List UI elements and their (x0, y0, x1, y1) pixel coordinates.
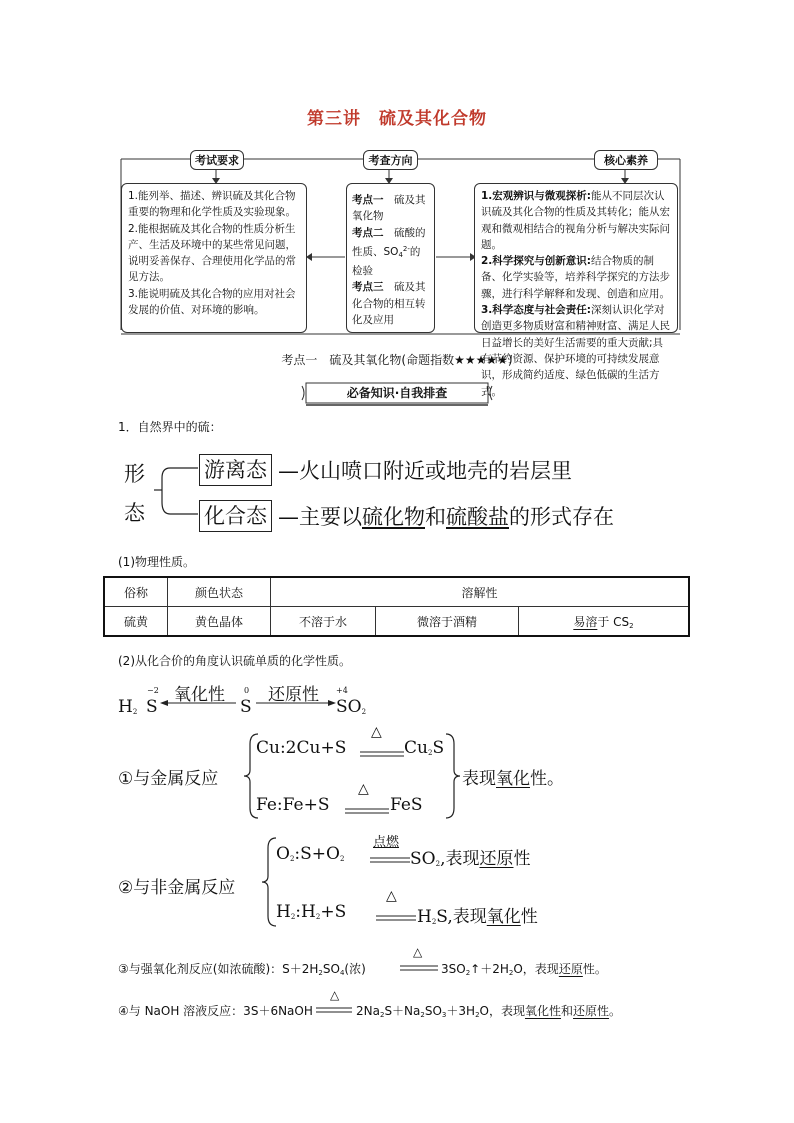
h2-reaction: $H_2:H_2+S$ (276, 902, 347, 922)
valence-number: +4 (336, 686, 348, 695)
form-char: 形 (124, 462, 145, 486)
valence-s-zero: S (240, 697, 252, 717)
physical-heading: (1)物理性质。 (118, 555, 195, 569)
section-heading-natural-sulfur: 1．自然界中的硫： (118, 420, 222, 434)
naoh-reaction: ④与 NaOH 溶液反应：3S＋6NaOH (118, 1004, 313, 1018)
table-header-cell: 俗称 (104, 577, 168, 607)
valence-number: 0 (244, 686, 250, 695)
heat-icon: △ (330, 988, 340, 1002)
directions-box (346, 183, 435, 333)
ignite-condition: 点燃 (373, 835, 400, 850)
free-state-label: 游离态 (199, 454, 272, 486)
fe-reaction: Fe:Fe+S (256, 795, 330, 815)
oxidizing-label: 氧化性 (174, 685, 225, 705)
literacy-item: 2.科学探究与创新意识:结合物质的制备、化学实验等，培养科学探究的方法步骤，进行科学解释和发现、创造和应用。 (481, 255, 670, 300)
direction-item: 考点二 硫酸的性质、$SO_4^{2-}$的检验 (352, 226, 426, 278)
header-core-literacy: 核心素养 (594, 150, 658, 170)
heat-icon: △ (386, 888, 397, 904)
heat-icon: △ (371, 724, 382, 740)
cu-reaction: Cu:2Cu+S (256, 738, 347, 758)
fe-product: FeS (390, 795, 423, 815)
table-header-cell: 颜色状态 (168, 577, 271, 607)
page-title: 第三讲 硫及其化合物 (307, 109, 487, 129)
equals-sign (376, 914, 416, 922)
acid-reaction: ③与强氧化剂反应(如浓硫酸)：$S+2H_2SO_4$(浓) (118, 962, 366, 977)
equals-sign (360, 750, 404, 758)
arrow-right-icon (254, 698, 336, 708)
reducing-label: 还原性 (268, 685, 319, 705)
combined-state-text: —主要以硫化物和硫酸盐的形式存在 (278, 505, 614, 529)
requirement-item: 3.能说明硫及其化合物的应用对社会发展的价值、对环境的影响。 (128, 287, 296, 317)
valence-h2s: $H_2$ (118, 697, 138, 717)
valence-so2: $SO_2$ (336, 697, 367, 717)
section-banner: 必备知识·自我排查 (346, 385, 448, 400)
header-exam-direction: 考查方向 (363, 150, 418, 170)
table-cell: 微溶于酒精 (376, 607, 519, 637)
heat-icon: △ (358, 781, 369, 797)
literacy-item: 3.科学态度与社会责任:深刻认识化学对创造更多物质财富和精神财富、满足人民日益增长的美好生活需要的重大贡献;具有节约资源、保护环境的可持续发展意识，形成简约适度、绿色低碳的生活方式。 (481, 304, 670, 398)
arrow-left-icon (160, 698, 240, 708)
physical-properties-table (103, 576, 690, 637)
equals-sign (345, 807, 389, 815)
free-state-text: —火山喷口附近或地壳的岩层里 (278, 459, 572, 483)
o2-product: $SO_2$,表现还原性 (410, 849, 531, 869)
valence-number: −2 (147, 686, 159, 695)
naoh-products: $2Na_2S+Na_2SO_3+3H_2O$，表现氧化性和还原性。 (356, 1004, 622, 1019)
requirement-item: 1.能列举、描述、辨识硫及其化合物重要的物理和化学性质及实验现象。 (128, 190, 296, 219)
literacy-item: 1.宏观辨识与微观探析:能从不同层次认识硫及其化合物的性质及其转化；能从宏观和微观相结合的视角分析与解决实际问题。 (481, 190, 670, 251)
nonmetal-reaction-label: ②与非金属反应 (118, 878, 236, 898)
combined-state-label: 化合态 (199, 500, 272, 532)
equals-sign (316, 1006, 352, 1014)
requirement-item: 2.能根据硫及其化合物的性质分析生产、生活及环境中的某些常见问题，说明妥善保存、合理使用化学品的常见方法。 (128, 222, 296, 284)
h2-product: $H_2S$,表现氧化性 (417, 907, 538, 927)
form-char: 态 (124, 501, 145, 525)
valence-s-minus2: S (146, 697, 158, 717)
table-row (104, 607, 689, 637)
topic-heading: 考点一 硫及其氧化物(命题指数★★★★★) (281, 353, 513, 367)
header-exam-requirements: 考试要求 (190, 150, 244, 170)
equals-sign (370, 856, 410, 864)
heat-icon: △ (413, 945, 423, 959)
table-cell: 黄色晶体 (168, 607, 271, 637)
equals-sign (400, 964, 438, 972)
literacy-box (474, 183, 678, 398)
metal-reaction-label: ①与金属反应 (118, 769, 219, 789)
direction-item: 考点一 硫及其氧化物 (352, 194, 426, 223)
table-header-cell: 溶解性 (271, 577, 690, 607)
table-cell: 易溶于 $CS_2$ (519, 607, 690, 637)
requirements-box (121, 183, 307, 333)
table-cell: 不溶于水 (271, 607, 376, 637)
acid-products: $3SO_2↑+2H_2O$，表现还原性。 (441, 962, 607, 977)
table-row (104, 577, 689, 607)
o2-reaction: $O_2:S+O_2$ (276, 844, 345, 864)
table-cell: 硫黄 (104, 607, 168, 637)
metal-reaction-result: 表现氧化性。 (462, 769, 564, 789)
direction-item: 考点三 硫及其化合物的相互转化及应用 (352, 281, 426, 327)
cu-product: $Cu_2S$ (404, 738, 445, 758)
chemical-heading: (2)从化合价的角度认识硫单质的化学性质。 (118, 654, 351, 668)
